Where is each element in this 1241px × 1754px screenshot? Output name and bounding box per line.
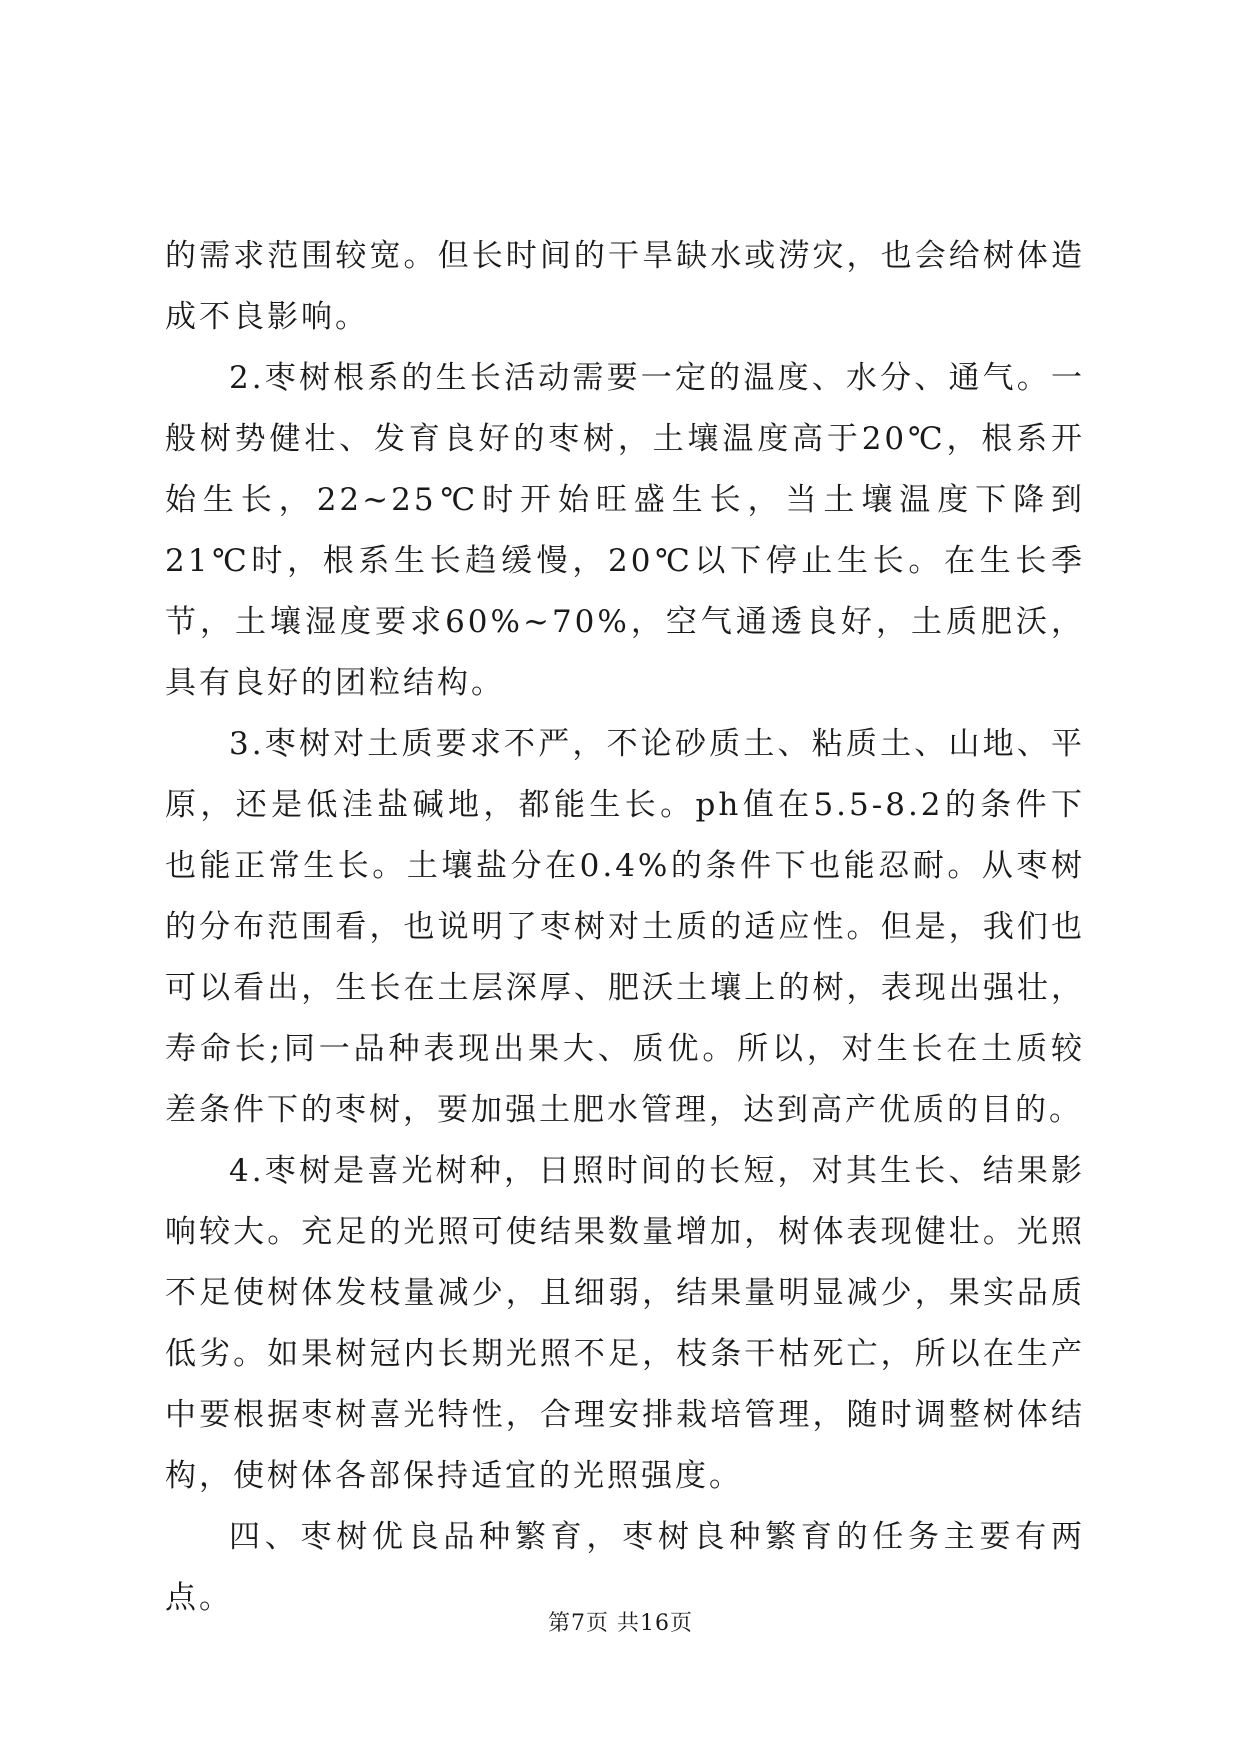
paragraph-light-requirement: 4.枣树是喜光树种，日照时间的长短，对其生长、结果影响较大。充足的光照可使结果数量增加，树体表现健壮。光照不足使树体发枝量减少，且细弱，结果量明显减少，果实品质低劣。如果树冠内长期光照不足，枝条干枯死亡，所以在生产中要根据枣树喜光特性，合理安排栽培管理，随时调整树体结构，使树体各部保持适宜的光照强度。 xyxy=(165,1153,1085,1494)
paragraph-root-growth: 2.枣树根系的生长活动需要一定的温度、水分、通气。一般树势健壮、发育良好的枣树，土壤温度高于20℃，根系开始生长，22~25℃时开始旺盛生长，当土壤温度下降到21℃时，根系生长趋缓慢，20℃以下停止生长。在生长季节，土壤湿度要求60%~70%，空气通透良好，土质肥沃，具有良好的团粒结构。 xyxy=(165,360,1085,701)
document-body xyxy=(165,226,1085,1629)
section-heading-breeding: 四、枣树优良品种繁育，枣树良种繁育的任务主要有两点。 xyxy=(165,1519,1085,1616)
paragraph-continuation: 的需求范围较宽。但长时间的干旱缺水或涝灾，也会给树体造成不良影响。 xyxy=(165,238,1085,335)
paragraph-soil-adaptability: 3.枣树对土质要求不严，不论砂质土、粘质土、山地、平原，还是低洼盐碱地，都能生长。ph值在5.5-8.2的条件下也能正常生长。土壤盐分在0.4%的条件下也能忍耐。从枣树的分布范围看，也说明了枣树对土质的适应性。但是，我们也可以看出，生长在土层深厚、肥沃土壤上的树，表现出强壮，寿命长;同一品种表现出果大、质优。所以，对生长在土质较差条件下的枣树，要加强土肥水管理，达到高产优质的目的。 xyxy=(165,726,1085,1128)
page-number-footer: 第7页 共16页 xyxy=(548,1611,693,1636)
